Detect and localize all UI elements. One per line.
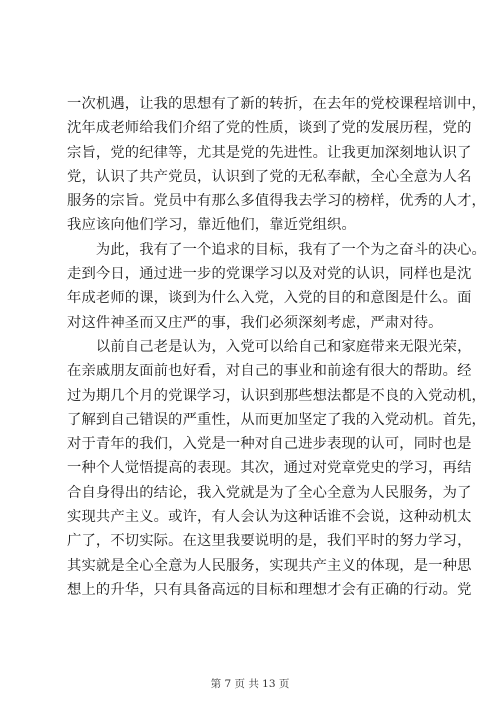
text-line: 党，认识了共产党员，认识到了党的无私奉献，全心全意为人名 — [67, 168, 472, 185]
text-line: 过为期几个月的党课学习，认识到那些想法都是不良的入党动机， — [67, 387, 486, 404]
text-line: 了解到自己错误的严重性，从而更加坚定了我的入党动机。首先， — [67, 411, 486, 428]
text-line: 对于青年的我们，入党是一种对自己进步表现的认可，同时也是 — [67, 436, 472, 453]
text-line: 一次机遇，让我的思想有了新的转折，在去年的党校课程培训中， — [67, 96, 486, 112]
text-line: 为此，我有了一个追求的目标，我有了一个为之奋斗的决心。 — [67, 241, 486, 258]
text-line: 以前自己老是认为，入党可以给自己和家庭带来无限光荣， — [67, 338, 472, 355]
text-line: 其实就是全心全意为人民服务，实现共产主义的体现，是一种思 — [67, 557, 472, 574]
text-line: 在亲戚朋友面前也好看，对自己的事业和前途有很大的帮助。经 — [67, 363, 472, 380]
text-line: 实现共产主义。或许，有人会认为这种话谁不会说，这种动机太 — [67, 509, 472, 526]
page-number-footer: 第 7 页 共 13 页 — [210, 678, 290, 690]
text-line: 广了，不切实际。在这里我要说明的是，我们平时的努力学习， — [67, 533, 472, 550]
text-line: 合自身得出的结论，我入党就是为了全心全意为人民服务，为了 — [67, 484, 472, 501]
text-line: 走到今日，通过进一步的党课学习以及对党的认识，同样也是沈 — [67, 266, 472, 283]
text-line: 对这件神圣而又庄严的事，我们必须深刻考虑，严肃对待。 — [67, 314, 443, 331]
text-line: 我应该向他们学习，靠近他们，靠近党组织。 — [67, 217, 356, 234]
text-line: 服务的宗旨。党员中有那么多值得我去学习的榜样，优秀的人才， — [67, 193, 486, 210]
body-text — [67, 92, 486, 602]
text-line: 宗旨，党的纪律等，尤其是党的先进性。让我更加深刻地认识了 — [67, 144, 472, 161]
text-line: 沈年成老师给我们介绍了党的性质，谈到了党的发展历程，党的 — [67, 120, 472, 137]
text-line: 想上的升华，只有具备高远的目标和理想才会有正确的行动。党 — [67, 581, 472, 598]
text-line: 一种个人觉悟提高的表现。其次，通过对党章党史的学习，再结 — [67, 460, 472, 477]
text-line: 年成老师的课，谈到为什么入党，入党的目的和意图是什么。面 — [67, 290, 472, 307]
